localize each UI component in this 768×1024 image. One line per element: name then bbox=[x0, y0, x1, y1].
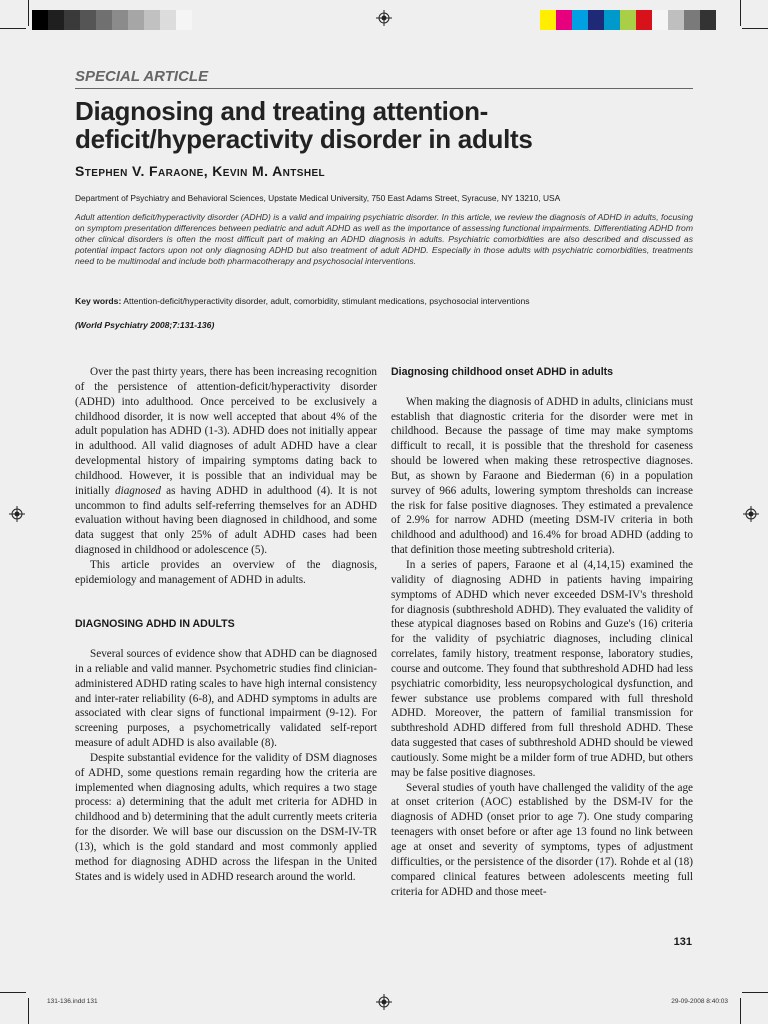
color-swatch bbox=[176, 10, 192, 30]
body-paragraph: Over the past thirty years, there has been increasing recognition of the persistence of attention-deficit/hyperactivity disorder (ADHD) into adulthood. Once perceived to be exclusively a childhood disorder, it is now well accepted that about 4% of the adult population has ADHD (1-3). ADHD does not initially appear in adulthood. All valid diagnoses of adult ADHD have a clear developmental history of impairing symptoms dating back to childhood. However, it is possible that an individual may be initially diagnosed as having ADHD in adulthood (4). It is not uncommon to find adults self-referring themselves for an ADHD evaluation without having been diagnosed in childhood, and some data suggest that only 25% of adult ADHD cases had been diagnosed in childhood or adolescence (5). bbox=[75, 366, 377, 557]
color-swatch bbox=[80, 10, 96, 30]
right-column bbox=[391, 365, 693, 899]
crop-mark bbox=[0, 28, 26, 29]
left-column bbox=[75, 365, 377, 885]
keywords-text: Attention-deficit/hyperactivity disorder, adult, comorbidity, stimulant medications, psychosocial interventions bbox=[123, 296, 530, 306]
body-paragraph: Several studies of youth have challenged the validity of the age at onset criterion (AOC) established by the DSM-IV for the diagnosis of ADHD (onset prior to age 7). One study comparing teenagers with onset before or after age 13 found no link between age at onset and severity of symptoms, types of adjustment difficulties, or the persistence of the disorder (17). Rohde et al (18) compared clinical features between adolescents meeting full criteria for ADHD and those meet- bbox=[391, 781, 693, 898]
color-swatch bbox=[588, 10, 604, 30]
color-swatch bbox=[48, 10, 64, 30]
color-swatch bbox=[684, 10, 700, 30]
crop-mark bbox=[742, 992, 768, 993]
crop-mark bbox=[28, 0, 29, 26]
keywords bbox=[75, 296, 705, 306]
color-swatch bbox=[556, 10, 572, 30]
crop-mark bbox=[0, 992, 26, 993]
grayscale-bar bbox=[32, 10, 192, 30]
abstract: Adult attention deficit/hyperactivity disorder (ADHD) is a valid and impairing psychiatric disorder. In this article, we review the diagnosis of ADHD in adults, focusing on symptom presentation differences between pediatric and adult ADHD as well as the importance of assessing functional impairments. Differentiating ADHD from other clinical disorders is often the most difficult part of making an ADHD diagnosis in adults. Psychiatric comorbidities are also described and discussed as potential impact factors upon not only diagnosing ADHD but also treatment of adult ADHD. Especially in those adults with psychiatric comorbidities, treatments need to be multimodal and include both pharmacotherapy and psychosocial interventions. bbox=[75, 212, 693, 266]
color-bar bbox=[540, 10, 716, 30]
color-swatch bbox=[32, 10, 48, 30]
body-paragraph: When making the diagnosis of ADHD in adults, clinicians must establish that diagnostic criteria for the disorder were met in childhood. Because the passage of time may make symptoms difficult to recall, it is possible that the threshold for caseness should be lowered when making these retrospective diagnoses. But, as shown by Faraone and Biederman (6) in a population survey of 966 adults, lowering symptom thresholds can increase the risk for false positive diagnoses. They estimated a prevalence of 2.9% for narrow ADHD (meeting DSM-IV criteria in both childhood and adulthood) and 16.4% for broad ADHD (adding to that definition those meeting subtreshold criteria). bbox=[391, 395, 693, 557]
color-swatch bbox=[96, 10, 112, 30]
crop-mark bbox=[28, 998, 29, 1024]
registration-mark-icon bbox=[743, 506, 759, 522]
body-paragraph: Despite substantial evidence for the validity of DSM diagnoses of ADHD, some questions remain regarding how the criteria are implemented when diagnosing adults, which requires a two stage process: a) determining that the adult met criteria for ADHD in childhood and b) determining that the adult currently meets criteria for the disorder. We will base our discussion on the DSM-IV-TR (13), which is the gold standard and most commonly applied method for diagnosing ADHD across the lifespan in the United States and is widely used in ADHD research around the world. bbox=[75, 751, 377, 883]
divider bbox=[75, 88, 693, 89]
color-swatch bbox=[620, 10, 636, 30]
article-title: Diagnosing and treating attention-deficit/hyperactivity disorder in adults bbox=[75, 96, 533, 154]
affiliation: Department of Psychiatry and Behavioral Sciences, Upstate Medical University, 750 East Adams Street, Syracuse, NY 13210, USA bbox=[75, 193, 561, 203]
color-swatch bbox=[636, 10, 652, 30]
print-slug: 131-136.indd 131 bbox=[47, 998, 98, 1005]
section-label: SPECIAL ARTICLE bbox=[75, 68, 209, 85]
color-swatch bbox=[160, 10, 176, 30]
crop-mark bbox=[740, 998, 741, 1024]
color-swatch bbox=[540, 10, 556, 30]
crop-mark bbox=[742, 28, 768, 29]
color-swatch bbox=[652, 10, 668, 30]
author-line: Stephen V. Faraone, Kevin M. Antshel bbox=[75, 163, 326, 179]
color-swatch bbox=[668, 10, 684, 30]
registration-mark-icon bbox=[9, 506, 25, 522]
color-swatch bbox=[128, 10, 144, 30]
body-paragraph: This article provides an overview of the diagnosis, epidemiology and management of ADHD in adults. bbox=[75, 558, 377, 586]
crop-mark bbox=[740, 0, 741, 26]
color-swatch bbox=[112, 10, 128, 30]
color-swatch bbox=[64, 10, 80, 30]
body-paragraph: Several sources of evidence show that ADHD can be diagnosed in a reliable and valid manner. Psychometric studies find clinician-administered ADHD rating scales to have high internal consistency and inter-rater reliability (6-8), and ADHD symptoms in adults are associated with clear signs of functional impairment (9-12). For screening purposes, a psychometrically validated self-report measure of adult ADHD is also available (8). bbox=[75, 648, 377, 750]
color-swatch bbox=[144, 10, 160, 30]
color-swatch bbox=[700, 10, 716, 30]
color-swatch bbox=[572, 10, 588, 30]
page-number: 131 bbox=[673, 936, 692, 948]
keywords-label: Key words: bbox=[75, 296, 122, 306]
body-paragraph: In a series of papers, Faraone et al (4,14,15) examined the validity of diagnosing ADHD in patients having impairing symptoms of ADHD which never exceeded DSM-IV's threshold for diagnosis (subthreshold ADHD). They evaluated the validity of these atypical diagnoses based on Robins and Guze's (16) criteria for the validity of psychiatric diagnoses, including clinical correlates, family history, treatment response, laboratory studies, course and outcome. They found that subthreshold ADHD had less psychiatric comorbidity, less neuropsychological dysfunction, and fewer substance use problems compared with full threshold ADHD. Moreover, the pattern of familial transmission for subthreshold ADHD differed from full threshold ADHD. These data suggested that cases of subthreshold ADHD should be viewed cautiously. Some might be a milder form of true ADHD, but others may be false positive diagnoses. bbox=[391, 558, 693, 779]
section-heading: DIAGNOSING ADHD IN ADULTS bbox=[75, 618, 235, 631]
color-swatch bbox=[604, 10, 620, 30]
print-timestamp: 29-09-2008 8:40:03 bbox=[671, 998, 728, 1005]
registration-mark-icon bbox=[376, 994, 392, 1010]
subsection-heading: Diagnosing childhood onset ADHD in adults bbox=[391, 366, 614, 378]
registration-mark-icon bbox=[376, 10, 392, 26]
emphasis: diagnosed bbox=[115, 484, 161, 497]
citation: (World Psychiatry 2008;7:131-136) bbox=[75, 320, 215, 330]
